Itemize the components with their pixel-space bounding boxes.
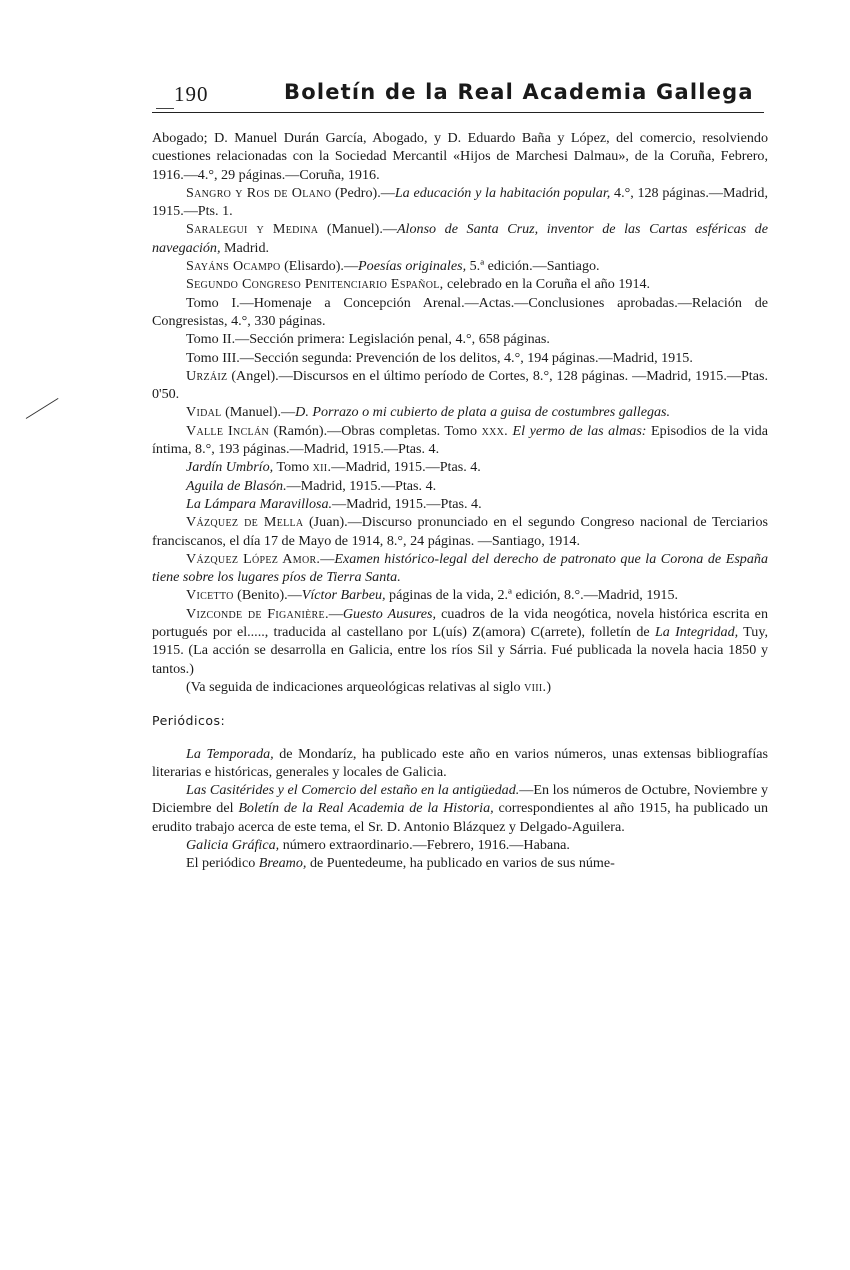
entry-sangro-part: 4.°, 128 páginas.—Madrid, 1915.—Pts. 1. — [152, 184, 768, 220]
entry-lampara — [152, 495, 768, 513]
entry-urzaiz — [152, 367, 768, 404]
entry-sayans — [152, 257, 768, 275]
entry-jardin-part: Jardín Umbrío, — [186, 459, 274, 476]
entry-lopez-amor-part: Vázquez López Amor. — [186, 550, 321, 567]
entry-abogado — [152, 129, 768, 184]
entry-casiterides-part: Las Casitérides y el Comercio del estaño en la antigüedad. — [186, 782, 520, 799]
entry-temporada-part: de Mondaríz, ha publicado este año en varios números, unas extensas bibliografías literarias e históricas, generales y locales de Galicia. — [152, 745, 768, 780]
entry-breamo — [152, 854, 768, 872]
entry-nota-part: viii. — [524, 678, 547, 695]
entry-valle-part: El yermo de las almas: — [512, 422, 647, 439]
entry-nota-part: ) — [546, 678, 552, 695]
entry-aguila-part: Aguila de Blasón. — [186, 477, 287, 494]
entry-abogado-part: Abogado; D. Manuel Durán García, Abogado, y D. Eduardo Baña y López, del comercio, resolviendo cuestiones relacionadas con la Sociedad Mercantil «Hijos de Marchesi Dalmau», de la Coruña, Febrero, 1916.—4.°, 29 páginas.—Coruña, 1916. — [152, 130, 768, 183]
entry-sayans-part: 5.ª edición.—Santiago. — [466, 258, 600, 275]
entry-casiterides-part: correspondientes al año 1915, ha publicado un erudito trabajo acerca de este tema, el Sr. D. Antonio Blázquez y Delgado-Aguilera. — [152, 800, 768, 835]
entry-vicetto-part: Vicetto — [186, 587, 234, 604]
entry-vicetto-part: páginas de la vida, 2.ª edición, 8.°.—Madrid, 1915. — [385, 587, 679, 604]
entry-lopez-amor-part: Examen histórico-legal del derecho de patronato que la Corona de España tiene sobre los lugares píos de Tierra Santa. — [152, 550, 768, 586]
page-header — [152, 78, 764, 113]
bibliography-entries — [152, 129, 768, 696]
entry-vidal-part: Vidal — [186, 404, 222, 421]
entry-jardin-part: —Madrid, 1915.—Ptas. 4. — [331, 459, 481, 476]
entry-nota-part: (Va seguida de indicaciones arqueológicas relativas al siglo — [186, 678, 525, 695]
entry-saralegui — [152, 220, 768, 257]
entry-galicia-grafica-part: número extraordinario.—Febrero, 1916.—Habana. — [279, 836, 570, 853]
entry-sangro-part: La educación y la habitación popular, — [394, 184, 611, 201]
entry-breamo-part: El periódico — [186, 855, 259, 872]
entry-sayans-part: Sayáns Ocampo — [186, 258, 281, 275]
entry-aguila — [152, 477, 768, 495]
entry-sangro — [152, 184, 768, 221]
entry-vidal — [152, 403, 768, 421]
entry-lampara-part: La Lámpara Maravillosa. — [186, 495, 333, 512]
entry-vicetto — [152, 586, 768, 604]
entry-figaniere-part: Vizconde de Figanière. — [186, 605, 329, 622]
entry-valle — [152, 422, 768, 459]
periodicos-entries — [152, 745, 768, 873]
entry-saralegui-part: Madrid. — [220, 239, 270, 256]
entry-jardin-part: Tomo — [273, 459, 313, 476]
entry-tomo3-part: Tomo III.—Sección segunda: Prevención de los delitos, 4.°, 194 páginas.—Madrid, 1915. — [186, 349, 693, 366]
entry-urzaiz-part: (Angel).—Discursos en el último período de Cortes, 8.°, 128 páginas. —Madrid, 1915.—Ptas. 0'50. — [152, 367, 768, 403]
entry-sangro-part: Sangro y Ros de Olano — [186, 184, 332, 201]
running-title: Boletín de la Real Academia Gallega — [284, 80, 754, 104]
entry-vidal-part: D. Porrazo o mi cubierto de plata a guisa de costumbres gallegas. — [295, 404, 671, 421]
entry-tomo2 — [152, 330, 768, 348]
entry-tomo2-part: Tomo II.—Sección primera: Legislación penal, 4.°, 658 páginas. — [186, 331, 550, 348]
entry-galicia-grafica — [152, 836, 768, 854]
page-body — [152, 129, 768, 873]
entry-segundo-part: Segundo Congreso Penitenciario Español, — [186, 276, 444, 293]
stray-pencil-mark — [26, 398, 59, 419]
entry-saralegui-part: Alonso de Santa Cruz, inventor de las Cartas esféricas de navegación, — [152, 221, 768, 256]
entry-sangro-part: (Pedro).— — [331, 184, 395, 201]
entry-figaniere-part: Guesto Ausures, — [342, 605, 437, 622]
entry-mella-part: (Juan).—Discurso pronunciado en el segundo Congreso nacional de Terciarios franciscanos, el día 17 de Mayo de 1914, 8.°, 24 páginas. —Santiago, 1914. — [152, 514, 768, 549]
entry-lampara-part: —Madrid, 1915.—Ptas. 4. — [332, 495, 482, 512]
entry-tomo3 — [152, 349, 768, 367]
entry-vidal-part: (Manuel).— — [221, 404, 296, 421]
entry-segundo — [152, 275, 768, 293]
page-number: 190 — [174, 82, 209, 106]
entry-valle-part: (Ramón).—Obras completas. Tomo — [269, 422, 482, 439]
entry-jardin — [152, 458, 768, 476]
entry-mella-part: Vázquez de Mella — [186, 514, 304, 531]
entry-segundo-part: celebrado en la Coruña el año 1914. — [443, 276, 651, 293]
entry-vicetto-part: (Benito).— — [233, 587, 302, 604]
entry-sayans-part: (Elisardo).— — [280, 258, 359, 275]
entry-sayans-part: Poesías originales, — [358, 258, 467, 275]
entry-lopez-amor-part: — — [320, 550, 335, 567]
entry-mella — [152, 513, 768, 550]
entry-casiterides-part: Boletín de la Real Academia de la Historia, — [238, 800, 494, 817]
entry-casiterides — [152, 781, 768, 836]
entry-urzaiz-part: Urzáiz — [186, 367, 228, 384]
entry-lopez-amor — [152, 550, 768, 587]
entry-saralegui-part: (Manuel).— — [318, 221, 397, 238]
entry-breamo-part: Breamo, — [258, 855, 307, 872]
entry-figaniere — [152, 605, 768, 678]
entry-tomo1 — [152, 294, 768, 331]
entry-temporada-part: La Temporada, — [186, 745, 274, 762]
entry-nota — [152, 678, 768, 696]
entry-valle-part: xxx. — [481, 422, 508, 439]
entry-aguila-part: —Madrid, 1915.—Ptas. 4. — [286, 477, 437, 494]
entry-figaniere-part: La Integridad, — [654, 624, 739, 641]
entry-tomo1-part: Tomo I.—Homenaje a Concepción Arenal.—Actas.—Conclusiones aprobadas.—Relación de Congresistas, 4.°, 330 páginas. — [152, 294, 768, 329]
entry-figaniere-part: — — [328, 605, 343, 622]
entry-saralegui-part: Saralegui y Medina — [186, 221, 319, 238]
entry-jardin-part: xii. — [312, 459, 332, 476]
entry-figaniere-part: Tuy, 1915. (La acción se desarrolla en Galicia, entre los ríos Sil y Sárria. Fué publicada la novela hacia 1850 y tantos.) — [152, 624, 768, 677]
entry-valle-part: Valle Inclán — [186, 422, 269, 439]
entry-temporada — [152, 745, 768, 782]
entry-vicetto-part: Víctor Barbeu, — [301, 587, 386, 604]
entry-breamo-part: de Puentedeume, ha publicado en varios de sus núme- — [306, 855, 615, 872]
entry-figaniere-part: cuadros de la vida neogótica, novela histórica escrita en portugués por el....., traducida al castellano por L(uís) Z(amora) C(arrete), folletín de — [152, 605, 768, 641]
entry-casiterides-part: —En los números de Octubre, Noviembre y Diciembre del — [152, 782, 768, 817]
section-label-periodicos: Periódicos: — [152, 713, 226, 729]
entry-galicia-grafica-part: Galicia Gráfica, — [186, 836, 280, 853]
entry-valle-part: Episodios de la vida íntima, 8.°, 193 páginas.—Madrid, 1915.—Ptas. 4. — [152, 422, 768, 458]
